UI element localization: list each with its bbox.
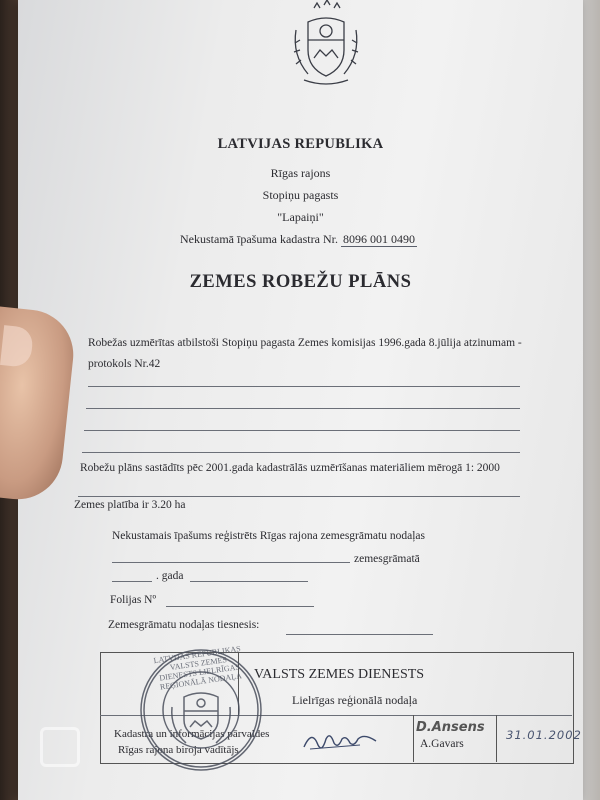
folio-label: Folijas Nº [110,594,157,606]
district-text: Rīgas rajons [270,166,331,180]
thumb-overlay [0,306,78,503]
thumb-nail [0,325,34,368]
property-name: "Lapaiņi" [277,210,324,224]
signatory-role-1: Kadastra un informācijas pārvaldes [114,728,270,740]
year-label: . gada [156,570,184,582]
cadastre-number: 8096 001 0490 [342,232,415,246]
parish-text: Stopiņu pagasts [262,188,339,202]
judge-label: Zemesgrāmatu nodaļas tiesnesis: [108,619,260,631]
area-text: Zemes platība ir 3.20 ha [74,499,186,511]
paragraph-2: Robežu plāns sastādīts pēc 2001.gada kadastrālās uzmērīšanas materiāliem mērogā 1: 2000 [80,462,500,474]
blank-line [88,386,520,387]
cadastre-row [180,232,417,247]
document-page [18,0,583,800]
branch-name: Lielrīgas reģionālā nodaļa [292,693,418,707]
blank-line [84,430,520,431]
signatory-name: A.Gavars [420,738,464,750]
registry-text: Nekustamais īpašums reģistrēts Rīgas rajona zemesgrāmatu nodaļas [112,530,425,542]
blank-line [78,496,520,497]
blank-line [82,452,520,453]
cadastre-label: Nekustamā īpašuma kadastra Nr. [180,232,338,246]
watermark [40,725,170,765]
footer-divider [413,715,414,762]
signature [300,725,380,755]
country-heading: LATVIJAS REPUBLIKA [217,136,384,152]
stamp-name: D.Ansens [416,720,485,735]
footer-divider [496,715,497,762]
paragraph-1-line-1: Robežas uzmērītas atbilstoši Stopiņu pagasta Zemes komisijas 1996.gada 8.jūlija atzinumam - [88,337,522,349]
blank-line [86,408,520,409]
watermark-logo-icon [40,727,80,767]
document-title: ZEMES ROBEŽU PLĀNS [189,272,412,292]
blank-line [112,581,152,582]
blank-line [190,581,308,582]
registry-book-text: zemesgrāmatā [354,553,420,565]
blank-line [286,634,433,635]
blank-line [112,562,350,563]
signatory-role-2: Rīgas rajona biroja vadītājs [118,744,239,756]
service-name: VALSTS ZEMES DIENESTS [254,667,425,682]
paragraph-1-line-2: protokols Nr.42 [88,358,161,370]
coat-of-arms-icon [286,0,366,90]
stamp-ring-text: LATVIJAS REPUBLIKAS VALSTS ZEMES DIENESTS LIELRĪGAS REĢIONĀLĀ NODAĻA [153,644,243,692]
date-text: 31.01.2002 [506,728,582,742]
blank-line [166,606,314,607]
